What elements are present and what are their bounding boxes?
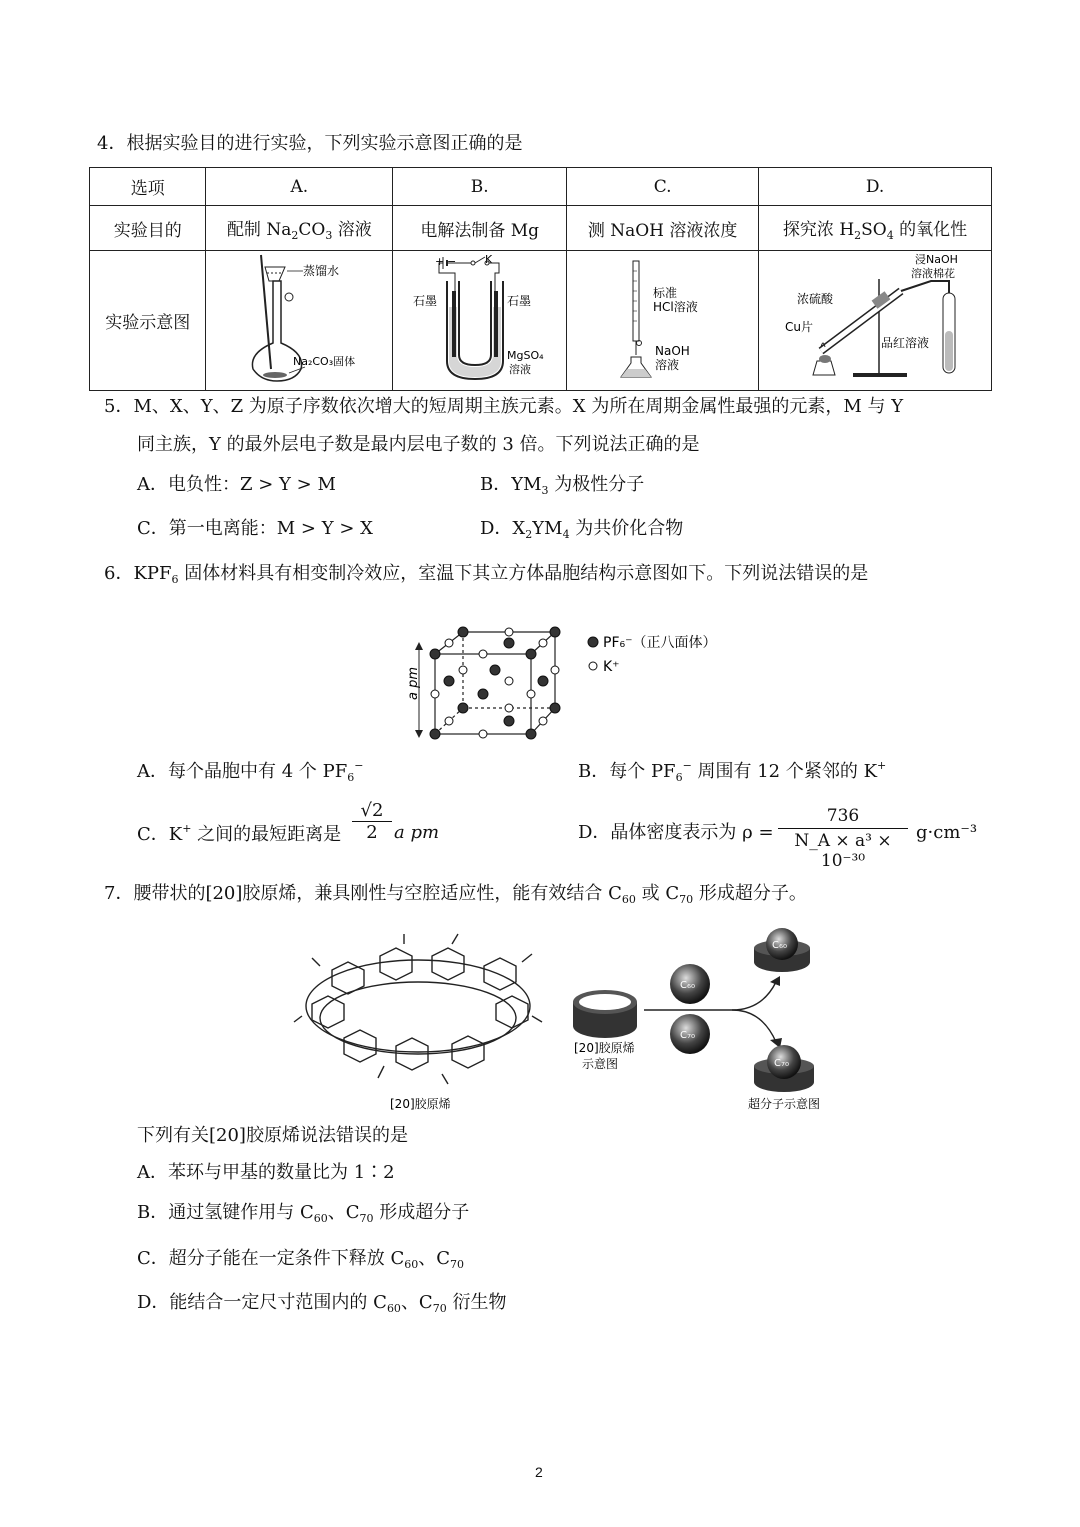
svg-text:+: +: [434, 255, 444, 268]
q6-c-fraction: √2 2: [352, 800, 392, 843]
q7-option-b: B．通过氢键作用与 $C_{60}$、$C_{70}$ 形成超分子: [137, 1202, 470, 1225]
crystal-cell-figure: [405, 622, 735, 742]
ring-label: [20]胶原烯: [574, 1041, 635, 1055]
header-b: B.: [393, 168, 567, 206]
magenta-solution-label: 品红溶液: [881, 336, 930, 350]
supramolecule-c60: [754, 928, 810, 972]
purpose-b: 电解法制备 Mg: [393, 206, 567, 251]
purpose-d: 探究浓 $H_2SO_4$ 的氧化性: [759, 206, 992, 251]
electrolysis-figure: [395, 251, 565, 385]
q7-sub-stem: 下列有关[20]胶原烯说法错误的是: [137, 1125, 408, 1146]
q5-option-b: B．$YM_3$ 为极性分子: [480, 474, 645, 497]
purpose-a: 配制 $Na_2CO_3$ 溶液: [206, 206, 393, 251]
svg-text:示意图: 示意图: [582, 1057, 619, 1071]
svg-text:C₆₀: C₆₀: [680, 980, 695, 991]
q5-option-c: C．第一电离能：M > Y > X: [137, 518, 373, 539]
q6-c-unit: a pm: [394, 822, 440, 843]
switch-k-label: K: [484, 253, 492, 266]
collarene-molecule: [294, 934, 542, 1084]
svg-text:溶液: 溶液: [654, 358, 679, 372]
std-label: 标准: [652, 286, 677, 300]
q6-d-fraction: 736 N_A × a³ × 10⁻³⁰: [778, 806, 908, 871]
q6-option-c: C．K+ 之间的最短距离是: [137, 822, 342, 845]
purpose-c: 测 NaOH 溶液浓度: [567, 206, 759, 251]
svg-text:溶液棉花: 溶液棉花: [911, 267, 956, 280]
header-a: A.: [206, 168, 393, 206]
q6-stem: 6．$KPF_6$ 固体材料具有相变制冷效应，室温下其立方体晶胞结构示意图如下。下列说法错误的是: [104, 563, 869, 586]
q5-option-a: A．电负性：Z > Y > M: [137, 474, 336, 495]
header-option: 选项: [90, 168, 206, 206]
svg-text:C₇₀: C₇₀: [774, 1058, 789, 1069]
purpose-label: 实验目的: [90, 206, 206, 251]
svg-text:C₆₀: C₆₀: [772, 940, 787, 951]
collarene-label: [20]胶原烯: [390, 1097, 451, 1111]
supramolecule-label: 超分子示意图: [748, 1097, 821, 1111]
naoh-label: NaOH: [654, 344, 690, 358]
q5-option-d: D．$X_2YM_4$ 为共价化合物: [480, 518, 684, 541]
conc-sulfuric-acid-figure: [761, 251, 989, 385]
volumetric-flask-figure: [209, 251, 389, 385]
svg-text:溶液: 溶液: [508, 363, 531, 376]
naoh-cotton-label: 浸NaOH: [915, 253, 958, 266]
collarene-figure: [292, 926, 852, 1116]
right-graphite-label: 石墨: [506, 294, 531, 308]
legend-k: K⁺: [603, 659, 620, 675]
left-graphite-label: 石墨: [412, 294, 437, 308]
titration-figure: [569, 251, 757, 385]
q5-stem-line2: 同主族，Y 的最外层电子数是最内层电子数的 3 倍。下列说法正确的是: [137, 434, 700, 455]
svg-text:−: −: [446, 255, 456, 268]
q7-option-d: D．能结合一定尺寸范围内的 $C_{60}$、$C_{70}$ 衍生物: [137, 1292, 507, 1315]
axis-label: a pm: [406, 666, 421, 700]
mgso4-label: MgSO₄: [506, 349, 544, 362]
svg-text:C₇₀: C₇₀: [680, 1030, 695, 1041]
q6-option-b: B．每个 $PF_6^-$ 周围有 12 个紧邻的 K+: [578, 759, 887, 784]
conc-acid-label: 浓硫酸: [797, 292, 834, 306]
legend-pf6: PF₆⁻（正八面体）: [603, 635, 717, 651]
fig-d-cell: [759, 251, 992, 391]
q6-option-d: D．晶体密度表示为 ρ =: [578, 822, 774, 843]
supramolecule-c70: [754, 1045, 814, 1092]
q6-d-unit: g·cm⁻³: [916, 822, 978, 843]
header-d: D.: [759, 168, 992, 206]
hcl-label: HCl溶液: [652, 300, 698, 314]
q4-table: [89, 167, 992, 391]
header-c: C.: [567, 168, 759, 206]
q7-option-a: A．苯环与甲基的数量比为 1∶2: [137, 1162, 395, 1183]
na2co3-solid-label: Na₂CO₃固体: [293, 355, 356, 368]
fig-c-cell: [567, 251, 759, 391]
page-number: 2: [535, 1464, 543, 1480]
ring-schematic: [573, 990, 637, 1038]
water-label: 蒸馏水: [303, 264, 340, 278]
fig-b-cell: [393, 251, 567, 391]
q4-stem: 4．根据实验目的进行实验，下列实验示意图正确的是: [97, 133, 523, 154]
cu-label: Cu片: [785, 320, 814, 334]
q5-stem-line1: 5．M、X、Y、Z 为原子序数依次增大的短周期主族元素。X 为所在周期金属性最强的元素，M 与 Y: [104, 396, 904, 417]
q6-option-a: A．每个晶胞中有 4 个 $PF_6^-$: [137, 759, 364, 784]
diagram-label: 实验示意图: [90, 251, 206, 391]
q7-stem: 7．腰带状的[20]胶原烯，兼具刚性与空腔适应性，能有效结合 $C_{60}$ 或 $C_{70}$ 形成超分子。: [104, 883, 807, 906]
fig-a-cell: [206, 251, 393, 391]
q7-option-c: C．超分子能在一定条件下释放 $C_{60}$、$C_{70}$: [137, 1248, 465, 1271]
